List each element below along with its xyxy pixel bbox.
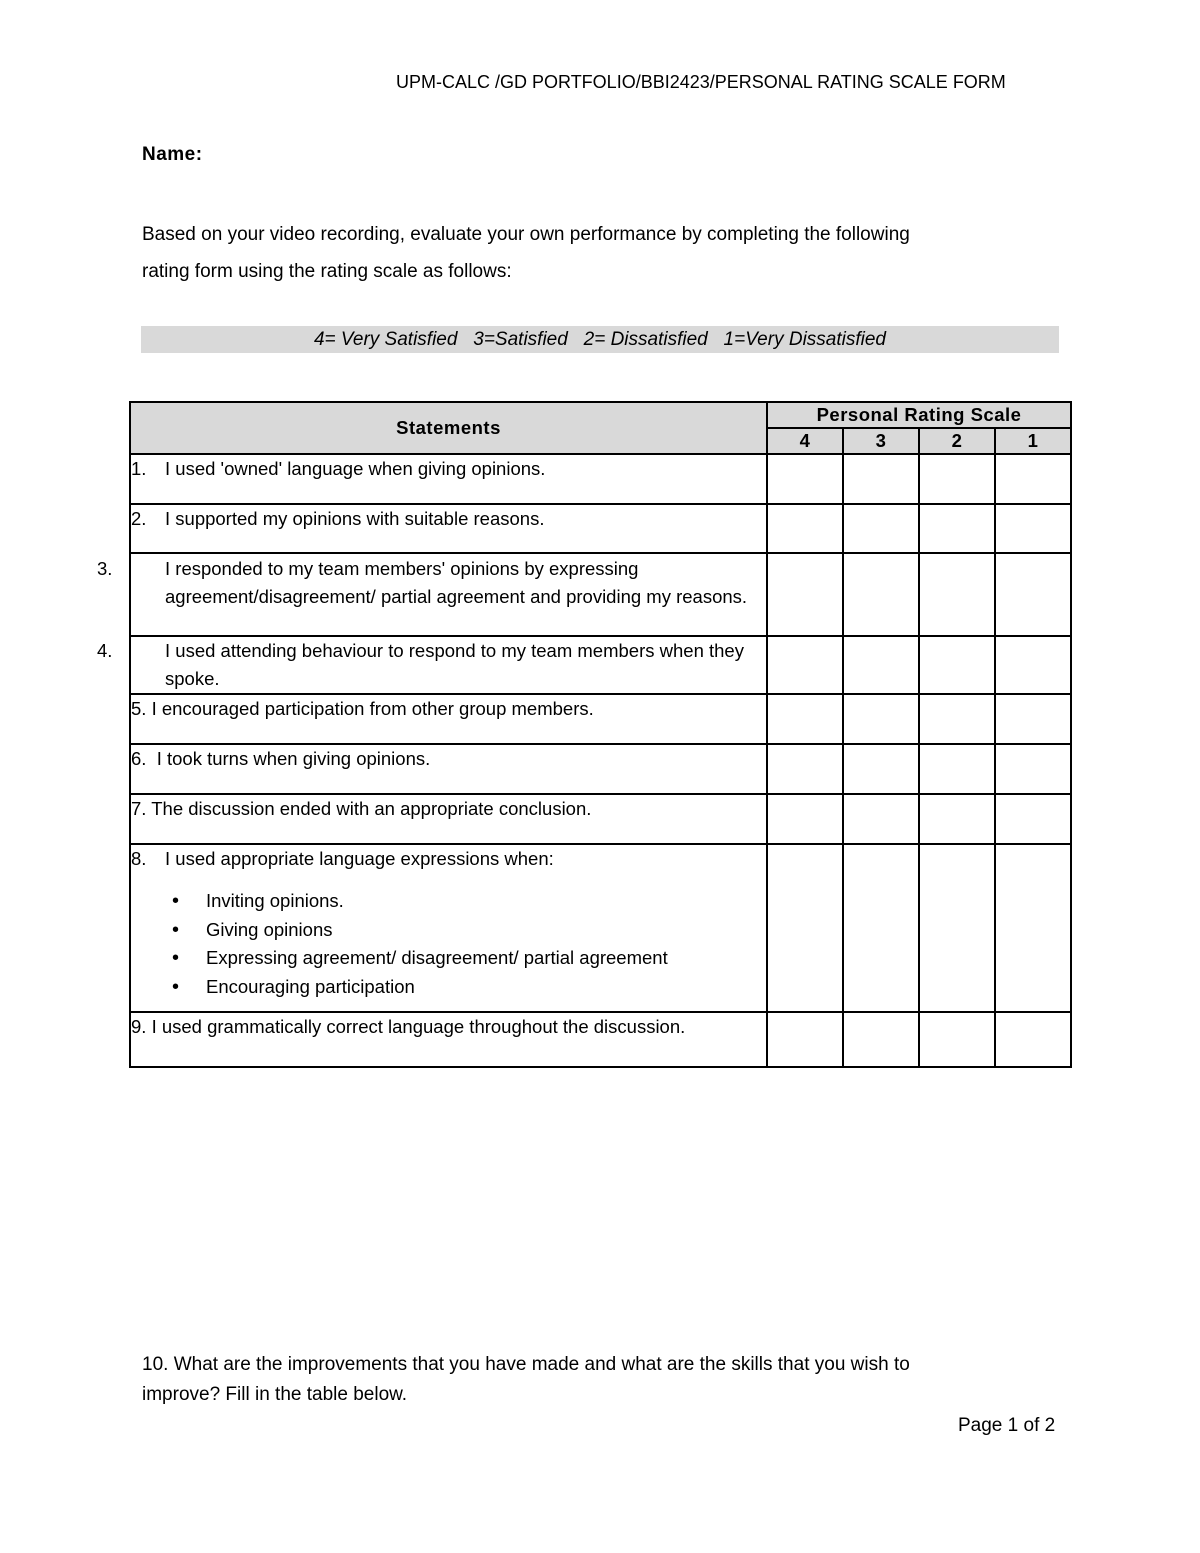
name-label: Name: bbox=[142, 144, 203, 165]
rating-cell-4-4[interactable] bbox=[767, 636, 843, 694]
rating-scale-legend: 4= Very Satisfied 3=Satisfied 2= Dissatisfied 1=Very Dissatisfied bbox=[141, 326, 1059, 353]
instructions bbox=[142, 216, 1042, 290]
rating-cell-5-2[interactable] bbox=[919, 694, 995, 744]
table-row bbox=[130, 844, 1071, 1012]
rating-cell-4-1[interactable] bbox=[995, 636, 1071, 694]
list-item: • Inviting opinions. bbox=[131, 887, 766, 916]
rating-cell-3-2[interactable] bbox=[919, 553, 995, 636]
rating-cell-6-2[interactable] bbox=[919, 744, 995, 794]
statements-header: Statements bbox=[130, 402, 767, 454]
rating-cell-7-3[interactable] bbox=[843, 794, 919, 844]
scale-col-1: 1 bbox=[995, 428, 1071, 454]
rating-cell-6-4[interactable] bbox=[767, 744, 843, 794]
rating-cell-1-4[interactable] bbox=[767, 454, 843, 504]
rating-cell-2-2[interactable] bbox=[919, 504, 995, 553]
rating-cell-1-2[interactable] bbox=[919, 454, 995, 504]
rating-cell-8-2[interactable] bbox=[919, 844, 995, 1012]
rating-cell-7-2[interactable] bbox=[919, 794, 995, 844]
question-10-line-1: 10. What are the improvements that you have made and what are the skills that you wish to bbox=[142, 1354, 910, 1375]
rating-cell-4-3[interactable] bbox=[843, 636, 919, 694]
statement-1: 1. I used 'owned' language when giving opinions. bbox=[130, 454, 767, 504]
rating-cell-9-4[interactable] bbox=[767, 1012, 843, 1067]
statement-9: 9. I used grammatically correct language throughout the discussion. bbox=[130, 1012, 767, 1067]
rating-cell-2-4[interactable] bbox=[767, 504, 843, 553]
question-10 bbox=[142, 1350, 1042, 1410]
statement-5: 5. I encouraged participation from other group members. bbox=[130, 694, 767, 744]
list-item: • Encouraging participation bbox=[131, 973, 766, 1002]
scale-col-3: 3 bbox=[843, 428, 919, 454]
table-row bbox=[130, 454, 1071, 504]
expression-list bbox=[131, 887, 766, 1001]
list-item: • Giving opinions bbox=[131, 916, 766, 945]
rating-cell-2-1[interactable] bbox=[995, 504, 1071, 553]
statement-2: 2. I supported my opinions with suitable reasons. bbox=[130, 504, 767, 553]
page-number: Page 1 of 2 bbox=[958, 1415, 1056, 1436]
table-row bbox=[130, 744, 1071, 794]
personal-rating-scale-header: Personal Rating Scale bbox=[767, 402, 1071, 428]
instructions-line-2: rating form using the rating scale as follows: bbox=[142, 261, 512, 282]
statement-6: 6. I took turns when giving opinions. bbox=[130, 744, 767, 794]
rating-cell-1-3[interactable] bbox=[843, 454, 919, 504]
rating-cell-3-4[interactable] bbox=[767, 553, 843, 636]
table-row bbox=[130, 694, 1071, 744]
table-row bbox=[130, 553, 1071, 636]
rating-cell-5-1[interactable] bbox=[995, 694, 1071, 744]
list-item: • Expressing agreement/ disagreement/ partial agreement bbox=[131, 944, 766, 973]
statement-4: 4. I used attending behaviour to respond to my team members when they spoke. bbox=[130, 636, 767, 694]
question-10-line-2: improve? Fill in the table below. bbox=[142, 1384, 408, 1405]
rating-cell-3-1[interactable] bbox=[995, 553, 1071, 636]
scale-col-4: 4 bbox=[767, 428, 843, 454]
rating-cell-4-2[interactable] bbox=[919, 636, 995, 694]
table-row bbox=[130, 504, 1071, 553]
table-row bbox=[130, 794, 1071, 844]
statement-3: 3. I responded to my team members' opinions by expressing agreement/disagreement/ partial agreement and providing my reasons. bbox=[130, 553, 767, 636]
rating-cell-2-3[interactable] bbox=[843, 504, 919, 553]
rating-cell-8-1[interactable] bbox=[995, 844, 1071, 1012]
rating-cell-9-2[interactable] bbox=[919, 1012, 995, 1067]
statement-8: 8. I used appropriate language expressions when: • Inviting opinions. • Giving opinions • Expressing agreement/ disagreement/ partial agreement • Encouraging participation bbox=[130, 844, 767, 1012]
table-row bbox=[130, 1012, 1071, 1067]
rating-cell-1-1[interactable] bbox=[995, 454, 1071, 504]
statement-7: 7. The discussion ended with an appropriate conclusion. bbox=[130, 794, 767, 844]
rating-cell-9-1[interactable] bbox=[995, 1012, 1071, 1067]
rating-cell-5-3[interactable] bbox=[843, 694, 919, 744]
rating-cell-5-4[interactable] bbox=[767, 694, 843, 744]
rating-cell-8-3[interactable] bbox=[843, 844, 919, 1012]
scale-col-2: 2 bbox=[919, 428, 995, 454]
rating-cell-6-1[interactable] bbox=[995, 744, 1071, 794]
rating-cell-6-3[interactable] bbox=[843, 744, 919, 794]
rating-cell-8-4[interactable] bbox=[767, 844, 843, 1012]
instructions-line-1: Based on your video recording, evaluate your own performance by completing the following bbox=[142, 224, 910, 245]
rating-cell-3-3[interactable] bbox=[843, 553, 919, 636]
rating-cell-7-1[interactable] bbox=[995, 794, 1071, 844]
rating-cell-7-4[interactable] bbox=[767, 794, 843, 844]
rating-cell-9-3[interactable] bbox=[843, 1012, 919, 1067]
page-header: UPM-CALC /GD PORTFOLIO/BBI2423/PERSONAL RATING SCALE FORM bbox=[396, 72, 1006, 92]
table-row bbox=[130, 636, 1071, 694]
rating-table bbox=[97, 401, 1072, 1068]
